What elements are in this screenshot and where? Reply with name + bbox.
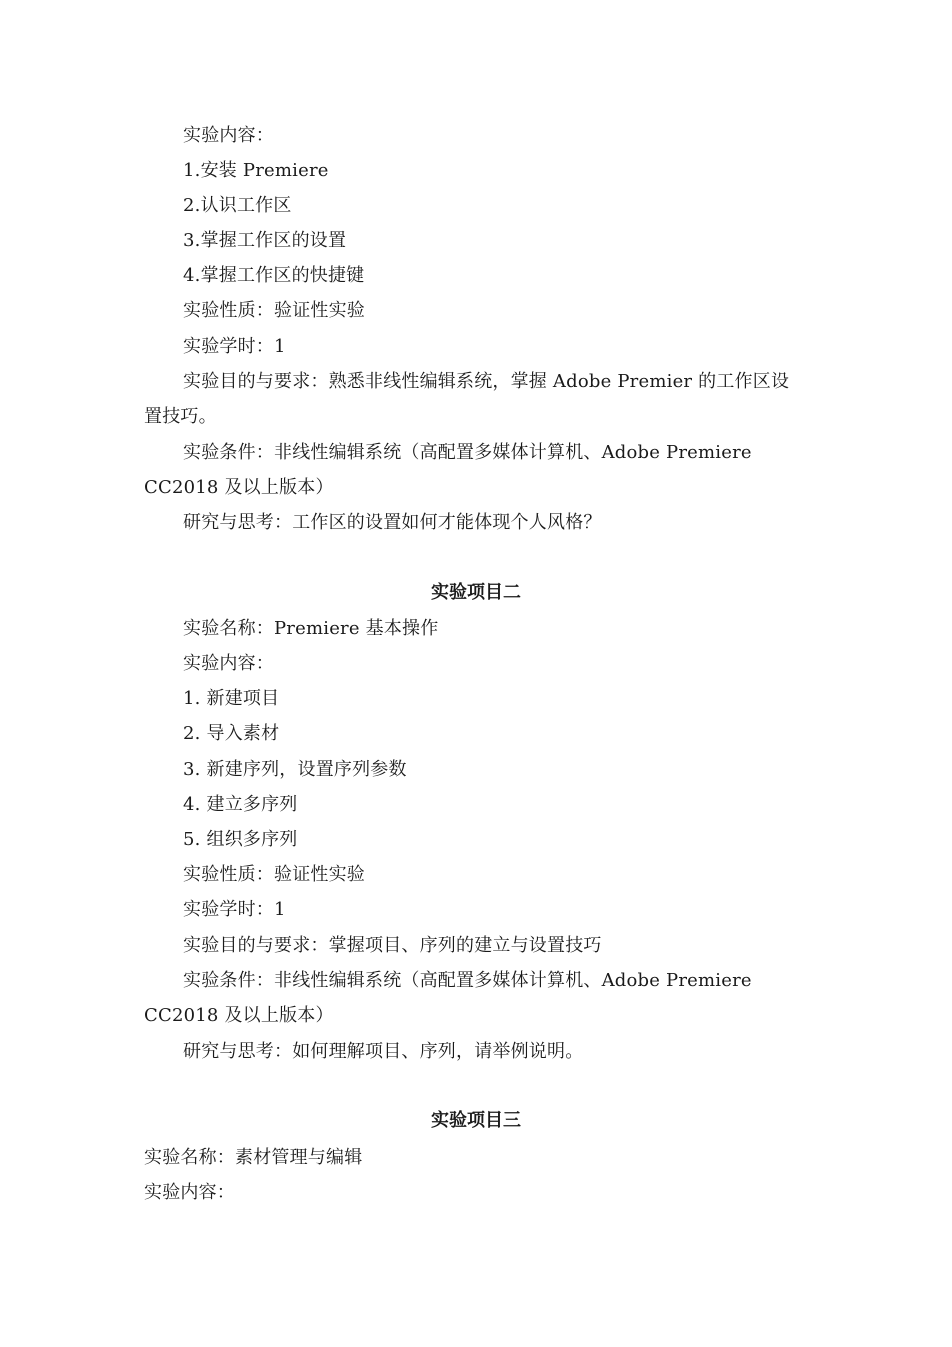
- s2-hours: 实验学时：1: [183, 899, 286, 920]
- s2-goal: 实验目的与要求：掌握项目、序列的建立与设置技巧: [183, 935, 602, 956]
- s2-item-1: 1. 新建项目: [183, 688, 280, 709]
- s2-nature: 实验性质：验证性实验: [183, 864, 365, 885]
- s2-item-2: 2. 导入素材: [183, 723, 280, 744]
- s2-item-4: 4. 建立多序列: [183, 794, 298, 815]
- s1-goal-line2: 置技巧。: [144, 406, 217, 427]
- s2-title: 实验项目二: [431, 582, 521, 603]
- s1-nature: 实验性质：验证性实验: [183, 300, 365, 321]
- s1-goal-line1: 实验目的与要求：熟悉非线性编辑系统，掌握 Adobe Premier 的工作区设: [183, 371, 790, 392]
- s1-condition-line2: CC2018 及以上版本）: [144, 477, 334, 498]
- s3-name: 实验名称：素材管理与编辑: [144, 1147, 363, 1168]
- s2-item-3: 3. 新建序列，设置序列参数: [183, 759, 407, 780]
- s1-condition-line1: 实验条件：非线性编辑系统（高配置多媒体计算机、Adobe Premiere: [183, 442, 752, 463]
- s2-content-label: 实验内容：: [183, 653, 274, 674]
- s1-item-1: 1.安装 Premiere: [183, 160, 329, 181]
- s1-thinking: 研究与思考：工作区的设置如何才能体现个人风格？: [183, 512, 602, 533]
- s2-thinking: 研究与思考：如何理解项目、序列，请举例说明。: [183, 1041, 584, 1062]
- s2-name: 实验名称：Premiere 基本操作: [183, 618, 439, 639]
- s1-hours: 实验学时：1: [183, 336, 286, 357]
- s2-condition-line1: 实验条件：非线性编辑系统（高配置多媒体计算机、Adobe Premiere: [183, 970, 752, 991]
- s1-item-3: 3.掌握工作区的设置: [183, 230, 347, 251]
- s1-item-2: 2.认识工作区: [183, 195, 292, 216]
- s3-content-label: 实验内容：: [144, 1182, 235, 1203]
- s2-item-5: 5. 组织多序列: [183, 829, 298, 850]
- s2-condition-line2: CC2018 及以上版本）: [144, 1005, 334, 1026]
- s1-item-4: 4.掌握工作区的快捷键: [183, 265, 365, 286]
- s1-content-label: 实验内容：: [183, 125, 274, 146]
- s3-title: 实验项目三: [431, 1110, 521, 1131]
